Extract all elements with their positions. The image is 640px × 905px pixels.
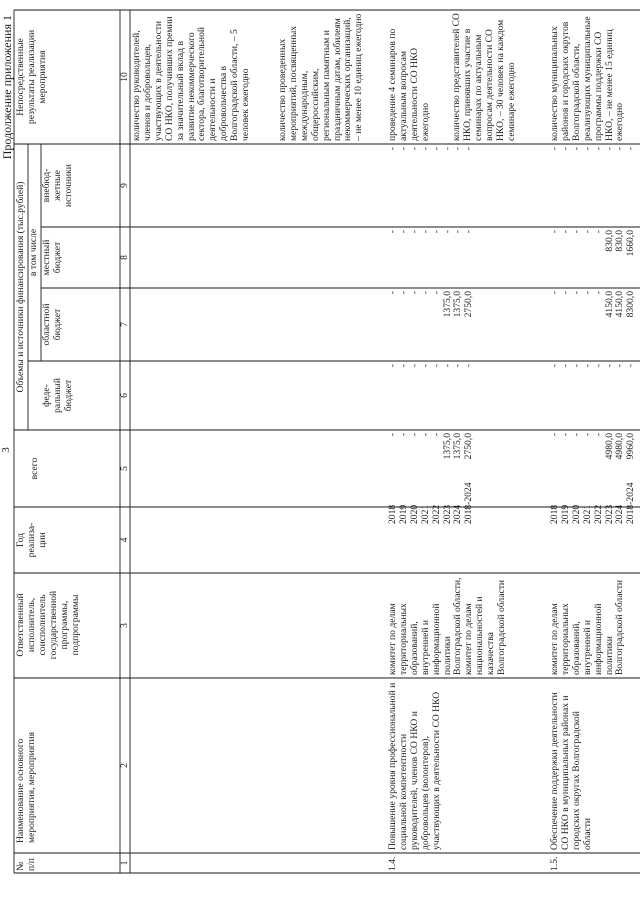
column-number-2: 2 (119, 763, 130, 768)
activity-name: Обеспечение поддержки деятельности СО НКО в муниципальных районах и городских округах Волгоградской области (549, 692, 593, 850)
implementation-years: 2018 2019 2020 2021 2022 2023 2024 2018-2024 (549, 482, 637, 524)
responsible-executor: комитет по делам территориальных образований, внутренней и информационной политики Волгоградской области (549, 579, 626, 675)
header-federal: феде- ральный бюджет (41, 377, 74, 414)
row-number: 1.4. (387, 856, 398, 871)
header-local: местный бюджет (41, 239, 63, 276)
result-text: проведение 4 семинаров по актуальным вопросам деятельности СО НКО ежегодно (387, 28, 431, 141)
header-year: Год реализа- ции (15, 522, 48, 558)
funding-extrabudgetary: - - - - - - - - (387, 147, 475, 151)
funding-federal: - - - - - - - - (387, 364, 475, 368)
header-regional: областной бюджет (41, 303, 63, 346)
continued-result-text: количество руководителей, членов и добровольцев, участвующих в деятельности СО НКО, получивших премии за значительный вклад в развитие некоммерческого сектора, благотворительной деятельности и добровольчества в Волгоградской области, – 5 человек ежегодно (131, 16, 252, 141)
column-number-1: 1 (119, 860, 130, 866)
header-number: № п/п (15, 858, 37, 871)
column-number-5: 5 (119, 466, 130, 471)
result-text: количество муниципальных районов и городских округов Волгоградской области, реализующих муниципальные программы поддержки СО НКО, – не менее 15 единиц ежегодно (549, 16, 626, 141)
header-including: в том числе (28, 228, 39, 277)
header-funding: Объемы и источники финансирования (тыс.рублей) (15, 181, 26, 393)
header-extra: внебюд- жетные источники (41, 164, 74, 207)
header-responsible: Ответственный исполнитель, соисполнитель государственной программы, подпрограммы (15, 590, 81, 660)
result-text: количество представителей СО НКО, принявших участие в семинарах по актуальным вопросам деятельности СО НКО, – 30 человек на каждом семинаре ежегодно (451, 13, 517, 141)
funding-regional: - - - - - 4150,0 4150,0 8300,0 (549, 291, 637, 318)
continuation-caption: Продолжение приложения 1 (0, 15, 14, 160)
column-number-8: 8 (119, 255, 130, 260)
column-number-10: 10 (119, 72, 130, 82)
funding-local: - - - - - - - - (387, 230, 475, 234)
column-number-3: 3 (119, 623, 130, 628)
funding-federal: - - - - - - - - (549, 364, 637, 368)
column-number-9: 9 (119, 183, 130, 188)
header-results: Непосредственные результаты реализации мероприятия (15, 29, 48, 125)
funding-local: - - - - - 830,0 830,0 1660,0 (549, 230, 637, 257)
header-activity-name: Наименование основного мероприятия, мероприятия (15, 731, 37, 843)
header-total: всего (29, 457, 40, 480)
responsible-executor: комитет по делам территориальных образований, внутренней и информационной политики Волгоградской области, комитет по делам национальностей и казачества Волгоградской области (387, 577, 508, 675)
funding-total: - - - - - 4980,0 4980,0 9960,0 (549, 433, 637, 460)
column-number-7: 7 (119, 322, 130, 327)
activity-name: Повышение уровня профессиональной и социальной компетентности руководителей, членов СО НКО и добровольцев (волонтеров), участвующих в деятельности СО НКО (387, 682, 442, 850)
column-number-4: 4 (119, 537, 130, 543)
funding-total: - - - - - 1375,0 1375,0 2750,0 (387, 433, 475, 460)
continued-result-text: количество проведенных мероприятий, посвященных международным, общероссийским, региональным памятным и праздничным датам, юбилеям некоммерческих организаций, – не менее 10 единиц ежегодно (277, 13, 365, 141)
row-number: 1.5. (549, 856, 560, 871)
funding-regional: - - - - - 1375,0 1375,0 2750,0 (387, 291, 475, 318)
implementation-years: 2018 2019 2020 2021 2022 2023 2024 2018-2024 (387, 482, 475, 524)
column-number-6: 6 (119, 393, 130, 398)
funding-extrabudgetary: - - - - - - - - (549, 147, 637, 151)
page-number: 3 (0, 447, 12, 453)
